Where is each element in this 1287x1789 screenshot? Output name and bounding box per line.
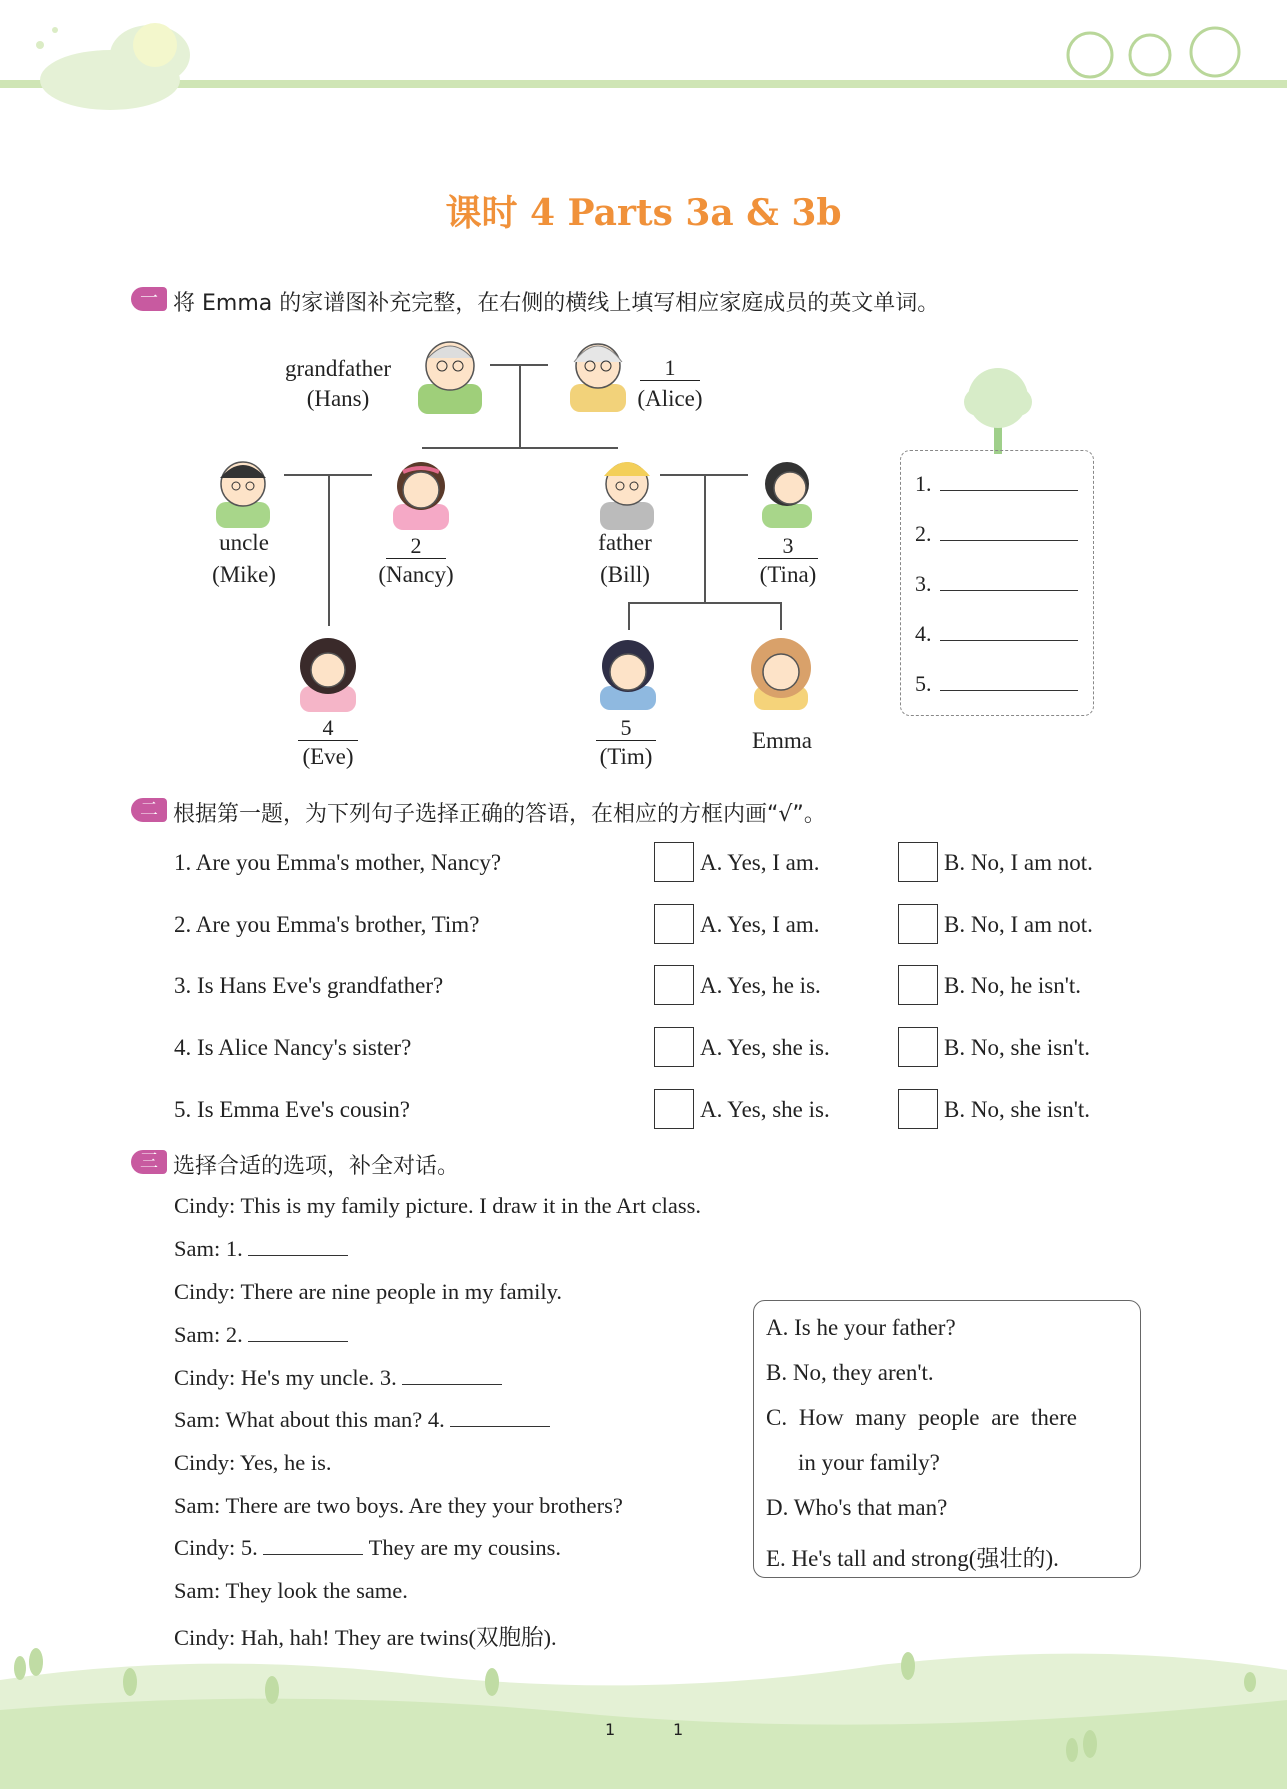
dialogue-line: Cindy: He's my uncle. 3. — [174, 1365, 502, 1391]
dialogue-line: Sam: There are two boys. Are they your brothers? — [174, 1493, 623, 1518]
answer-line-4[interactable]: 4. — [915, 621, 1078, 647]
page-title: 课时 4 Parts 3a & 3b — [445, 192, 842, 234]
options-box — [753, 1300, 1141, 1578]
uncle-name: (Mike) — [212, 562, 276, 587]
page-number-right: 1 — [673, 1720, 684, 1739]
grandmother-blank: 1 — [640, 356, 700, 381]
emma-portrait — [738, 630, 824, 710]
father-name: (Bill) — [600, 562, 650, 587]
option-1a: A. Yes, I am. — [700, 850, 820, 875]
option-a: A. Is he your father? — [766, 1315, 956, 1340]
mother-name: (Tina) — [759, 562, 817, 587]
answer-box — [900, 450, 1094, 716]
blank-5[interactable] — [263, 1536, 363, 1555]
dialogue-line: Sam: 2. — [174, 1322, 348, 1348]
option-5a: A. Yes, she is. — [700, 1097, 830, 1122]
section2-badge: 二 — [131, 798, 167, 822]
checkbox-5b[interactable] — [898, 1089, 938, 1129]
grandfather-name: (Hans) — [306, 386, 370, 411]
header-banner — [0, 0, 1287, 120]
grandmother-name: (Alice) — [637, 386, 703, 411]
option-3a: A. Yes, he is. — [700, 973, 821, 998]
section1-instruction: 将 Emma 的家谱图补充完整，在右侧的横线上填写相应家庭成员的英文单词。 — [173, 291, 940, 316]
question-text: 2. Are you Emma's brother, Tim? — [174, 912, 480, 937]
checkbox-4b[interactable] — [898, 1027, 938, 1067]
tree-icon — [948, 362, 1048, 454]
checkbox-4a[interactable] — [654, 1027, 694, 1067]
dialogue-line: Sam: They look the same. — [174, 1578, 408, 1603]
dialogue-line: Cindy: 5. They are my cousins. — [174, 1535, 562, 1560]
father-role: father — [598, 530, 652, 555]
option-d: D. Who's that man? — [766, 1495, 948, 1520]
answer-line-2[interactable]: 2. — [915, 521, 1078, 547]
eve-name: (Eve) — [302, 744, 354, 769]
blank-1[interactable] — [248, 1237, 348, 1256]
question-text: 4. Is Alice Nancy's sister? — [174, 1035, 412, 1060]
uncle-portrait — [208, 450, 278, 528]
aunt-name: (Nancy) — [378, 562, 454, 587]
animal-faces — [1068, 28, 1239, 77]
section3-instruction: 选择合适的选项，补全对话。 — [173, 1154, 460, 1179]
mother-portrait — [752, 450, 822, 528]
option-b: B. No, they aren't. — [766, 1360, 934, 1385]
eve-portrait — [282, 630, 376, 712]
dialogue-line: Cindy: This is my family picture. I draw it in the Art class. — [174, 1193, 702, 1218]
footer-landscape — [0, 1640, 1287, 1789]
blank-2[interactable] — [248, 1323, 348, 1342]
checkbox-2b[interactable] — [898, 904, 938, 944]
blank-4[interactable] — [450, 1408, 550, 1427]
tim-portrait — [590, 630, 666, 710]
section3-badge: 三 — [131, 1150, 167, 1174]
checkbox-1b[interactable] — [898, 842, 938, 882]
aunt-blank: 2 — [386, 534, 446, 559]
dialogue-line: Cindy: There are nine people in my family. — [174, 1279, 563, 1304]
question-text: 5. Is Emma Eve's cousin? — [174, 1097, 411, 1122]
option-2b: B. No, I am not. — [944, 912, 1093, 937]
option-c: C. How many people are there — [766, 1405, 1078, 1430]
dialogue-line: Cindy: Yes, he is. — [174, 1450, 332, 1475]
answer-line-5[interactable]: 5. — [915, 671, 1078, 697]
option-4b: B. No, she isn't. — [944, 1035, 1090, 1060]
checkbox-3b[interactable] — [898, 965, 938, 1005]
checkbox-3a[interactable] — [654, 965, 694, 1005]
checkbox-1a[interactable] — [654, 842, 694, 882]
answer-line-1[interactable]: 1. — [915, 471, 1078, 497]
grandfather-portrait — [412, 334, 488, 414]
uncle-role: uncle — [219, 530, 269, 555]
answer-line-3[interactable]: 3. — [915, 571, 1078, 597]
emma-name: Emma — [751, 728, 813, 753]
option-c-cont: in your family? — [798, 1450, 940, 1475]
tim-name: (Tim) — [599, 744, 653, 769]
aunt-portrait — [383, 450, 459, 530]
question-text: 1. Are you Emma's mother, Nancy? — [174, 850, 502, 875]
mother-blank: 3 — [758, 534, 818, 559]
tim-blank: 5 — [596, 716, 656, 741]
header-stripe — [0, 80, 1287, 88]
sun-shape — [133, 23, 177, 67]
grandfather-role: grandfather — [285, 356, 391, 381]
option-e: E. He's tall and strong(强壮的). — [766, 1546, 1059, 1571]
blank-3[interactable] — [402, 1366, 502, 1385]
dialogue-line: Cindy: Hah, hah! They are twins(双胞胎). — [174, 1625, 557, 1650]
option-2a: A. Yes, I am. — [700, 912, 820, 937]
section1-badge: 一 — [131, 287, 167, 311]
page-number-left: 1 — [605, 1720, 616, 1739]
question-text: 3. Is Hans Eve's grandfather? — [174, 973, 444, 998]
option-1b: B. No, I am not. — [944, 850, 1093, 875]
checkbox-5a[interactable] — [654, 1089, 694, 1129]
checkbox-2a[interactable] — [654, 904, 694, 944]
option-5b: B. No, she isn't. — [944, 1097, 1090, 1122]
section2-instruction: 根据第一题，为下列句子选择正确的答语，在相应的方框内画“√”。 — [173, 802, 826, 827]
dialogue-line: Sam: What about this man? 4. — [174, 1407, 550, 1433]
father-portrait — [592, 450, 662, 530]
option-4a: A. Yes, she is. — [700, 1035, 830, 1060]
eve-blank: 4 — [298, 716, 358, 741]
dialogue-line: Sam: 1. — [174, 1236, 348, 1262]
option-3b: B. No, he isn't. — [944, 973, 1082, 998]
